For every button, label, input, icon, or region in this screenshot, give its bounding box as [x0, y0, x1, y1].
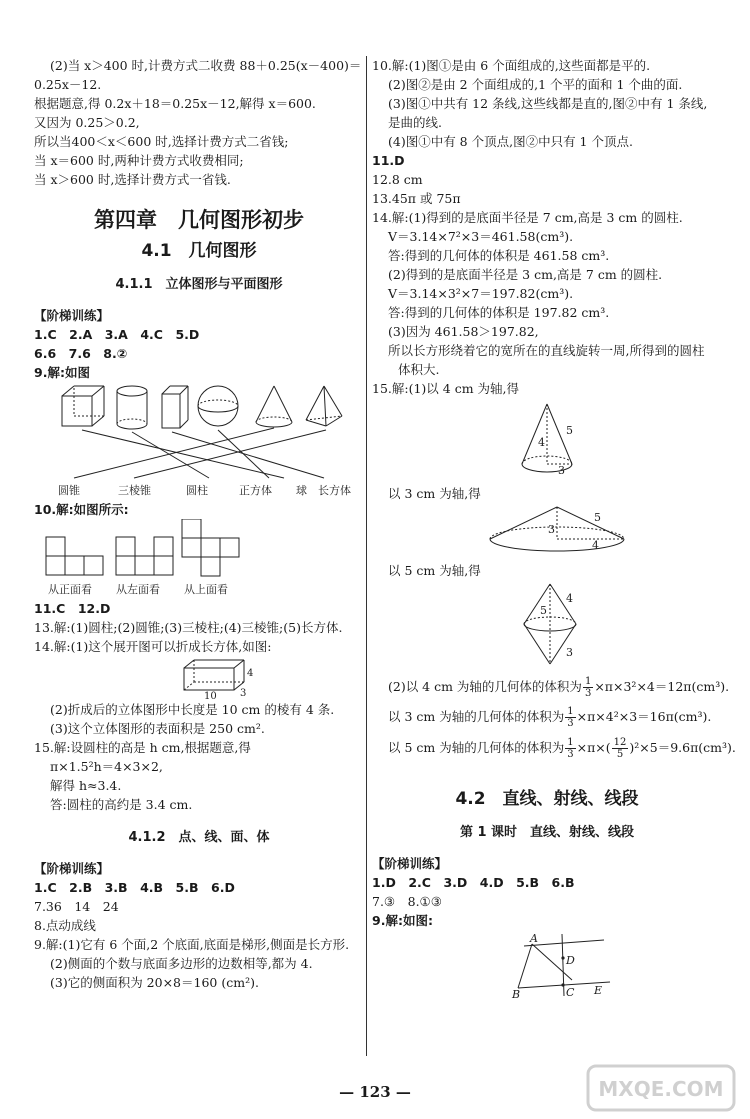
answer-line: 1.C 2.A 3.A 4.C 5.D	[34, 327, 200, 342]
subsection-title: 4.1.2 点、线、面、体	[128, 830, 270, 845]
text-line: 以 3 cm 为轴,得	[388, 486, 481, 501]
text-line: 所以长方形绕着它的宽所在的直线旋转一周,所得到的圆柱	[388, 343, 705, 358]
question-14: 14.解:(1)这个展开图可以折成长方体,如图:	[34, 639, 272, 654]
answer-line: 13.45π 或 75π	[372, 191, 461, 206]
text-line: 又因为 0.25＞0.2,	[34, 115, 140, 130]
text-run: (2)以 4 cm 为轴的几何体的体积为	[388, 679, 582, 694]
cone-axis-3-figure	[372, 503, 722, 561]
fraction-twelve-fifths: $\frac{12}{5}$	[613, 737, 627, 760]
answer-line: 6.6 7.6 8.②	[34, 346, 128, 361]
lesson-title: 第 1 课时 直线、射线、线段	[459, 825, 635, 840]
answer-line: 1.D 2.C 3.D 4.D 5.B 6.B	[372, 875, 575, 890]
answer-line: 7.③ 8.①③	[372, 894, 442, 909]
watermark-logo	[586, 1064, 736, 1112]
section-title: 4.1 几何图形	[141, 241, 257, 261]
label-left-view: 从左面看	[116, 583, 160, 596]
text-line: 解得 h≈3.4.	[50, 778, 122, 793]
left-column	[34, 56, 364, 992]
chapter-title: 第四章 几何图形初步	[94, 208, 304, 232]
label-radius: 4	[592, 539, 599, 552]
text-line: (3)图①中共有 12 条线,这些线都是直的,图②中有 1 条线,	[388, 96, 708, 111]
volume-line-b	[372, 702, 722, 732]
point-E: E	[594, 984, 603, 997]
label-cylinder: 圆柱	[186, 484, 208, 497]
text-line: V＝3.14×7²×3＝461.58(cm³).	[388, 229, 574, 244]
dim-length: 10	[204, 691, 217, 700]
text-run: 以 3 cm 为轴的几何体的体积为	[388, 709, 565, 724]
text-line: (2)当 x＞400 时,计费方式二收费 88＋0.25(x－400)＝	[50, 58, 362, 73]
point-C: C	[566, 986, 575, 999]
label-cube: 正方体	[239, 484, 272, 497]
training-label: 【阶梯训练】	[34, 308, 110, 323]
point-A: A	[530, 932, 538, 945]
label-axis: 5	[540, 604, 547, 617]
right-column	[372, 56, 736, 1000]
label-height: 4	[538, 436, 545, 449]
text-line: V＝3.14×3²×7＝197.82(cm³).	[388, 286, 574, 301]
text-run: ×π×(	[576, 740, 611, 755]
question-14r: 14.解:(1)得到的是底面半径是 7 cm,高是 3 cm 的圆柱.	[372, 210, 683, 225]
label-cuboid: 长方体	[318, 484, 351, 497]
page-number: — 123 —	[339, 1083, 411, 1101]
column-divider	[366, 56, 367, 1056]
text-line: π×1.5²h＝4×3×2,	[50, 759, 163, 774]
solids-matching-figure	[34, 382, 364, 500]
question-9b: 9.解:(1)它有 6 个面,2 个底面,底面是梯形,侧面是长方形.	[34, 937, 350, 952]
point-D: D	[566, 954, 575, 967]
training-label: 【阶梯训练】	[372, 856, 448, 871]
volume-line-c	[372, 732, 736, 764]
label-slant: 5	[594, 511, 601, 524]
cone-axis-4-figure	[372, 398, 722, 484]
text-line: (3)这个立体图形的表面积是 250 cm².	[50, 721, 265, 736]
text-line: 答:圆柱的高约是 3.4 cm.	[50, 797, 193, 812]
fraction-one-third: $\frac{1}{3}$	[584, 676, 592, 699]
label-sphere: 球	[296, 484, 307, 497]
answer-line: 8.点动成线	[34, 918, 96, 933]
text-line: 0.25x－12.	[34, 77, 102, 92]
text-run: ×π×4²×3＝16π(cm³).	[576, 709, 712, 724]
answer-line: 11.C 12.D	[34, 601, 111, 616]
text-run: ×π×3²×4＝12π(cm³).	[594, 679, 730, 694]
text-line: 答:得到的几何体的体积是 197.82 cm³.	[388, 305, 610, 320]
label-cone: 圆锥	[58, 484, 80, 497]
fraction-one-third: $\frac{1}{3}$	[567, 706, 574, 729]
subsection-title: 4.1.1 立体图形与平面图形	[115, 277, 283, 292]
text-line: 当 x＝600 时,两种计费方式收费相同;	[34, 153, 244, 168]
lines-rays-figure	[372, 930, 722, 1000]
dim-height: 4	[247, 668, 254, 679]
question-10: 10.解:如图所示:	[34, 502, 129, 517]
answer-line: 11.D	[372, 153, 405, 168]
training-label: 【阶梯训练】	[34, 861, 110, 876]
label-lower-slant: 3	[566, 646, 573, 659]
answer-line: 12.8 cm	[372, 172, 423, 187]
question-10r: 10.解:(1)图①是由 6 个面组成的,这些面都是平的.	[372, 58, 651, 73]
dim-width: 3	[240, 688, 247, 699]
text-line: (2)图②是由 2 个面组成的,1 个平的面和 1 个曲的面.	[388, 77, 683, 92]
double-cone-axis-5-figure	[372, 580, 722, 672]
answer-line: 1.C 2.B 3.B 4.B 5.B 6.D	[34, 880, 235, 895]
text-line: 以 5 cm 为轴,得	[388, 563, 481, 578]
question-9r: 9.解:如图:	[372, 913, 433, 928]
text-line: 当 x＞600 时,选择计费方式一省钱.	[34, 172, 231, 187]
label-top-view: 从上面看	[184, 583, 228, 596]
label-height: 3	[548, 523, 555, 536]
label-radius: 3	[558, 464, 565, 477]
volume-line-a	[372, 672, 730, 702]
text-run: )²×5＝9.6π(cm³).	[629, 740, 736, 755]
page-number-value: 123	[359, 1083, 391, 1101]
label-triangular-pyramid: 三棱锥	[118, 484, 151, 497]
label-front-view: 从正面看	[48, 583, 92, 596]
text-line: (3)它的侧面积为 20×8＝160 (cm²).	[50, 975, 259, 990]
question-15: 15.解:设圆柱的高是 h cm,根据题意,得	[34, 740, 251, 755]
answer-line: 7.36 14 24	[34, 899, 119, 914]
text-line: 根据题意,得 0.2x＋18＝0.25x－12,解得 x＝600.	[34, 96, 316, 111]
label-upper-slant: 4	[566, 592, 573, 605]
text-line: 所以当400＜x＜600 时,选择计费方式二省钱;	[34, 134, 289, 149]
text-line: 体积大.	[398, 362, 440, 377]
section-title: 4.2 直线、射线、线段	[455, 789, 639, 809]
text-line: (4)图①中有 8 个顶点,图②中只有 1 个顶点.	[388, 134, 633, 149]
question-15r: 15.解:(1)以 4 cm 为轴,得	[372, 381, 519, 396]
three-views-figure	[34, 519, 364, 599]
question-13: 13.解:(1)圆柱;(2)圆锥;(3)三棱柱;(4)三棱锥;(5)长方体.	[34, 620, 343, 635]
cuboid-figure	[34, 656, 364, 700]
point-B: B	[512, 988, 521, 1000]
text-line: (2)侧面的个数与底面多边形的边数相等,都为 4.	[50, 956, 313, 971]
question-9: 9.解:如图	[34, 365, 90, 380]
text-line: (2)折成后的立体图形中长度是 10 cm 的棱有 4 条.	[50, 702, 335, 717]
watermark-text: MXQE.COM	[598, 1077, 724, 1101]
text-run: 以 5 cm 为轴的几何体的体积为	[388, 740, 565, 755]
text-line: 答:得到的几何体的体积是 461.58 cm³.	[388, 248, 610, 263]
fraction-one-third: $\frac{1}{3}$	[567, 737, 574, 760]
label-slant: 5	[566, 424, 573, 437]
text-line: 是曲的线.	[388, 115, 442, 130]
text-line: (2)得到的是底面半径是 3 cm,高是 7 cm 的圆柱.	[388, 267, 663, 282]
text-line: (3)因为 461.58＞197.82,	[388, 324, 539, 339]
